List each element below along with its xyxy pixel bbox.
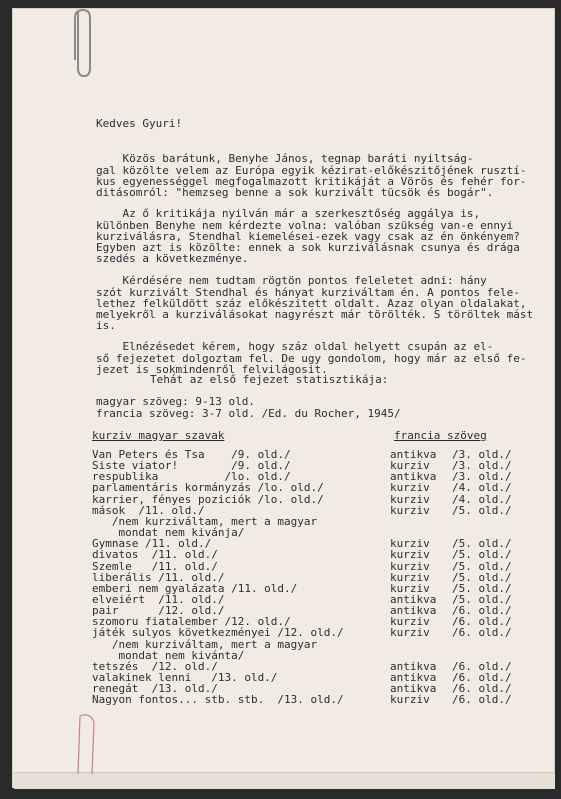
- row-hungarian-word: /nem kurziváltam, mert a magyar: [92, 514, 318, 528]
- greeting: Kedves Gyuri!: [96, 117, 183, 130]
- row-hungarian-word: Siste viator! /9. old./: [92, 459, 291, 473]
- row-hungarian-word: mások /11. old./: [92, 503, 205, 517]
- row-typeface: antikva: [390, 671, 437, 684]
- row-hungarian-word: liberális /11. old./: [92, 570, 225, 584]
- row-hungarian-word: játék sulyos következményei /12. old./: [92, 626, 344, 640]
- row-hungarian-word: elveiért /11. old./: [92, 592, 225, 606]
- row-french-page: /5. old./: [452, 581, 512, 595]
- p1-line: ditásomról: "hemzseg benne a sok kurzivált tücsök és bogár".: [96, 186, 494, 200]
- paragraph-3: [96, 264, 533, 332]
- row-hungarian-word: Van Peters és Tsa /9. old./: [92, 448, 291, 461]
- row-typeface: kurziv: [390, 559, 430, 573]
- row-typeface: kurziv: [390, 548, 430, 562]
- row-french-page: /5. old./: [452, 537, 512, 551]
- row-typeface: kurziv: [390, 626, 430, 640]
- row-typeface: kurziv: [390, 615, 430, 629]
- row-hungarian-word: emberi nem gyalázata /11. old./: [92, 581, 298, 595]
- row-french-page: /6. old./: [452, 626, 512, 640]
- row-french-page: /6. old./: [452, 682, 512, 696]
- row-typeface: kurziv: [390, 570, 430, 584]
- p4-line: ső fejezetet dolgoztam fel. De ugy gondolom, hogy már az első fe-: [96, 351, 527, 365]
- row-hungarian-word: tetszés /12. old./: [92, 659, 218, 673]
- row-typeface: kurziv: [390, 537, 430, 551]
- row-typeface: kurziv: [390, 503, 430, 517]
- row-hungarian-word: karrier, fényes poziciók /lo. old./: [92, 492, 324, 506]
- row-hungarian-word: pair /12. old./: [92, 604, 225, 618]
- row-typeface: antikva: [390, 470, 437, 484]
- table-header-hungarian: kurziv magyar szavak: [92, 429, 225, 442]
- p2-line: különben Benyhe nem kérdezte volna: valóban szükség van-e ennyi: [96, 218, 514, 232]
- row-hungarian-word: parlamentáris kormányzás /lo. old./: [92, 481, 324, 495]
- row-typeface: antikva: [390, 592, 437, 606]
- row-typeface: antikva: [390, 604, 437, 618]
- paragraph-4: [96, 330, 526, 375]
- row-french-page: /6. old./: [452, 671, 512, 684]
- stat-line-hungarian: magyar szöveg: 9-13 old.: [96, 395, 255, 408]
- row-hungarian-word: /nem kurziváltam, mert a magyar: [92, 637, 318, 651]
- p4-line: jezet is sokmindenről felvilágosit.: [96, 362, 328, 376]
- row-typeface: kurziv: [390, 693, 430, 707]
- row-typeface: kurziv: [390, 481, 430, 495]
- row-french-page: /3. old./: [452, 470, 512, 484]
- row-typeface: kurziv: [390, 581, 430, 595]
- p2-line: szedés a következménye.: [96, 252, 249, 266]
- row-french-page: /5. old./: [452, 548, 512, 562]
- p3-line: melyekről a kurziválásokat nagyrészt már törölték. S töröltek mást: [96, 308, 534, 322]
- row-typeface: antikva: [390, 682, 437, 696]
- row-hungarian-word: mondat nem kivánja/: [92, 526, 245, 540]
- row-typeface: kurziv: [390, 459, 430, 473]
- row-french-page: /4. old./: [452, 481, 512, 495]
- row-french-page: /6. old./: [452, 604, 512, 618]
- row-french-page: /6. old./: [452, 615, 512, 629]
- p2-line: Az ő kritikája nyilván már a szerkesztőség aggálya is,: [96, 207, 481, 221]
- p1-line: kus egyenességgel megfogalmazott kritikáját a Vörös és fehér for-: [96, 174, 527, 188]
- row-french-page: /5. old./: [452, 503, 512, 517]
- row-french-page: /3. old./: [452, 448, 512, 461]
- p1-line: gal közölte velem az Európa egyik kézirat-előkészitőjének rusztí-: [96, 163, 527, 177]
- statistics-heading: Tehát az első fejezet statisztikája:: [150, 373, 389, 386]
- row-hungarian-word: respublika /lo. old./: [92, 470, 291, 484]
- p3-line: is.: [96, 319, 116, 333]
- p3-line: lethez felküldött száz előkészitett oldalt. Azaz olyan oldalakat,: [96, 296, 527, 310]
- row-hungarian-word: valakinek lenni /13. old./: [92, 671, 278, 684]
- row-french-page: /6. old./: [452, 693, 512, 707]
- row-french-page: /5. old./: [452, 570, 512, 584]
- p4-line: Elnézésedet kérem, hogy száz oldal helyett csupán az el-: [96, 340, 494, 354]
- paragraph-2: [96, 197, 520, 265]
- table-header-french: francia szöveg: [394, 429, 487, 442]
- row-typeface: antikva: [390, 448, 437, 461]
- row-hungarian-word: szomoru fiatalember /12. old./: [92, 615, 291, 629]
- p3-line: szót kurzivált Stendhal és hányat kurziváltam én. A pontos fele-: [96, 285, 520, 299]
- paperclip-icon: [70, 8, 92, 80]
- row-typeface: kurziv: [390, 492, 430, 506]
- p1-line: Közös barátunk, Benyhe János, tegnap baráti nyiltság-: [96, 152, 474, 166]
- row-french-page: /3. old./: [452, 459, 512, 473]
- row-hungarian-word: divatos /11. old./: [92, 548, 218, 562]
- p3-line: Kérdésére nem tudtam rögtön pontos feleletet adni: hány: [96, 274, 487, 288]
- row-hungarian-word: Szemle /11. old./: [92, 559, 218, 573]
- row-hungarian-word: renegát /13. old./: [92, 682, 218, 696]
- row-french-page: /4. old./: [452, 492, 512, 506]
- row-typeface: antikva: [390, 659, 437, 673]
- row-hungarian-word: mondat nem kivánta/: [92, 648, 245, 662]
- row-hungarian-word: Gymnase /11. old./: [92, 537, 212, 551]
- p2-line: Egyben azt is közölte: ennek a sok kurziválásnak csunya és drága: [96, 241, 520, 255]
- row-hungarian-word: Nagyon fontos... stb. stb. /13. old./: [92, 693, 344, 707]
- row-french-page: /5. old./: [452, 592, 512, 606]
- paragraph-1: [96, 142, 526, 198]
- row-french-page: /6. old./: [452, 659, 512, 673]
- stat-line-french: francia szöveg: 3-7 old. /Ed. du Rocher, 1945/: [96, 407, 401, 420]
- pencil-mark: [70, 708, 104, 778]
- row-french-page: /5. old./: [452, 559, 512, 573]
- p2-line: kurziválásra, Stendhal kiemelései-ezek vagy csak az én önkényem?: [96, 229, 520, 243]
